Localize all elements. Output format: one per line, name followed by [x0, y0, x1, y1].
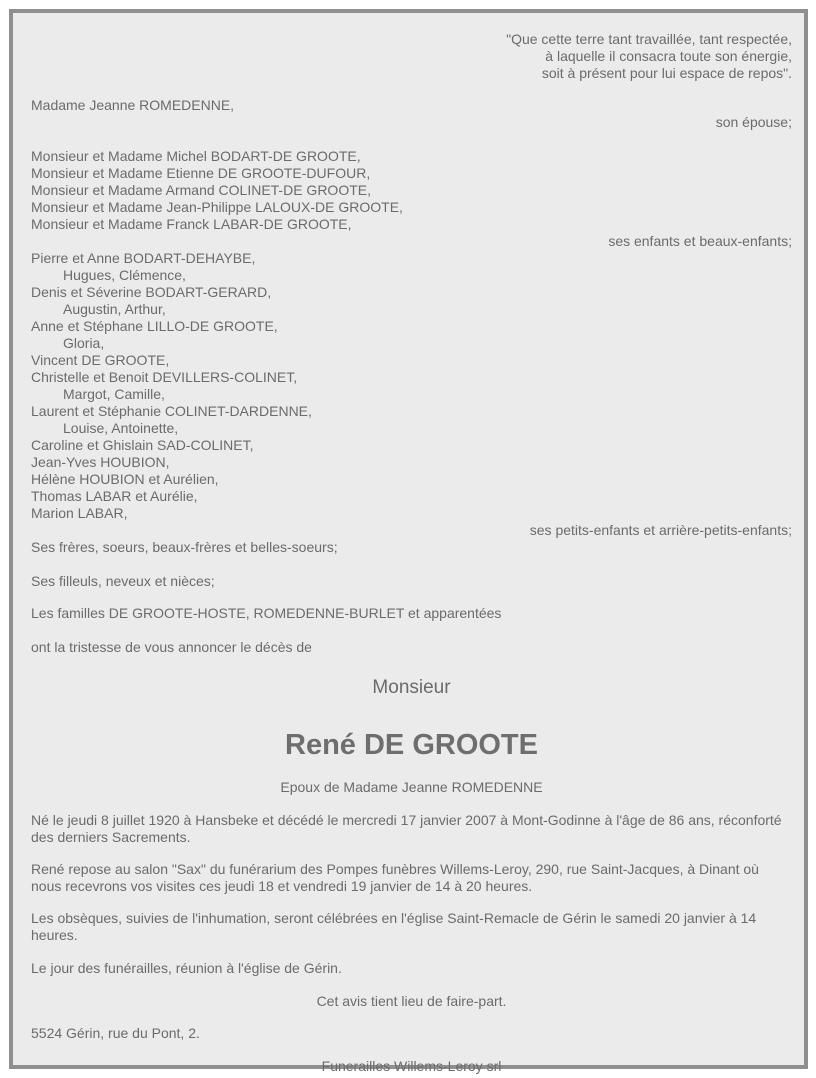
- grandchild-line: Caroline et Ghislain SAD-COLINET,: [31, 437, 254, 453]
- obituary-content: [31, 31, 792, 1075]
- spouse-role: son épouse;: [715, 114, 792, 130]
- siblings-line: Ses frères, soeurs, beaux-frères et belles-soeurs;: [31, 539, 338, 555]
- grandchild-line: Laurent et Stéphanie COLINET-DARDENNE,: [31, 403, 312, 419]
- visit-paragraph: René repose au salon "Sax" du funérarium des Pompes funèbres Willems-Leroy, 290, rue Saint-Jacques, à Dinant où nous recevrons vos visites ces jeudi 18 et vendredi 19 janvier de 14 à 20 heures.: [31, 861, 759, 894]
- announce-line: ont la tristesse de vous annoncer le décès de: [31, 639, 312, 655]
- godchildren-line: Ses filleuls, neveux et nièces;: [31, 573, 215, 589]
- grandchild-line: Vincent DE GROOTE,: [31, 352, 170, 368]
- deceased-name: René DE GROOTE: [285, 729, 538, 761]
- grandchild-line: Hélène HOUBION et Aurélien,: [31, 471, 219, 487]
- spouse-section: [31, 97, 792, 131]
- quote-line: soit à présent pour lui espace de repos".: [541, 65, 792, 81]
- great-grandchildren-line: Hugues, Clémence,: [63, 267, 186, 283]
- honorific: Monsieur: [372, 677, 451, 698]
- quote-line: à laquelle il consacra toute son énergie,: [545, 48, 792, 64]
- child-couple-line: Monsieur et Madame Etienne DE GROOTE-DUFOUR,: [31, 165, 371, 181]
- epigraph-quote: [31, 31, 792, 82]
- spouse-name: Madame Jeanne ROMEDENNE,: [31, 97, 235, 113]
- grandchild-line: Anne et Stéphane LILLO-DE GROOTE,: [31, 318, 278, 334]
- great-grandchildren-line: Gloria,: [63, 335, 105, 351]
- child-couple-line: Monsieur et Madame Michel BODART-DE GROOTE,: [31, 148, 361, 164]
- grandchild-line: Christelle et Benoit DEVILLERS-COLINET,: [31, 369, 298, 385]
- grandchildren-role: ses petits-enfants et arrière-petits-enfants;: [529, 522, 792, 538]
- children-role: ses enfants et beaux-enfants;: [608, 233, 792, 249]
- child-couple-line: Monsieur et Madame Armand COLINET-DE GROOTE,: [31, 182, 371, 198]
- obituary-card: [9, 9, 808, 1074]
- grandchildren-section: [31, 250, 792, 522]
- meeting-paragraph: Le jour des funérailles, réunion à l'église de Gérin.: [31, 960, 342, 976]
- grandchild-line: Denis et Séverine BODART-GERARD,: [31, 284, 272, 300]
- undertaker-line: Funerailles Willems-Leroy srl: [321, 1058, 502, 1074]
- grandchild-line: Thomas LABAR et Aurélie,: [31, 488, 198, 504]
- grandchild-line: Pierre et Anne BODART-DEHAYBE,: [31, 250, 256, 266]
- great-grandchildren-line: Margot, Camille,: [63, 386, 165, 402]
- great-grandchildren-line: Augustin, Arthur,: [63, 301, 166, 317]
- children-section: [31, 148, 792, 233]
- great-grandchildren-line: Louise, Antoinette,: [63, 420, 179, 436]
- families-line: Les familles DE GROOTE-HOSTE, ROMEDENNE-BURLET et apparentées: [31, 605, 502, 621]
- quote-line: "Que cette terre tant travaillée, tant respectée,: [506, 31, 792, 47]
- child-couple-line: Monsieur et Madame Jean-Philippe LALOUX-DE GROOTE,: [31, 199, 403, 215]
- epoux-line: Epoux de Madame Jeanne ROMEDENNE: [280, 779, 543, 795]
- grandchild-line: Jean-Yves HOUBION,: [31, 454, 170, 470]
- address-line: 5524 Gérin, rue du Pont, 2.: [31, 1025, 200, 1041]
- grandchild-line: Marion LABAR,: [31, 505, 128, 521]
- birth-paragraph: Né le jeudi 8 juillet 1920 à Hansbeke et décédé le mercredi 17 janvier 2007 à Mont-Godinne à l'âge de 86 ans, réconforté des derniers Sacrements.: [31, 812, 782, 845]
- funeral-paragraph: Les obsèques, suivies de l'inhumation, seront célébrées en l'église Saint-Remacle de Gérin le samedi 20 janvier à 14 heures.: [31, 910, 757, 943]
- notice-line: Cet avis tient lieu de faire-part.: [316, 993, 507, 1009]
- child-couple-line: Monsieur et Madame Franck LABAR-DE GROOTE,: [31, 216, 352, 232]
